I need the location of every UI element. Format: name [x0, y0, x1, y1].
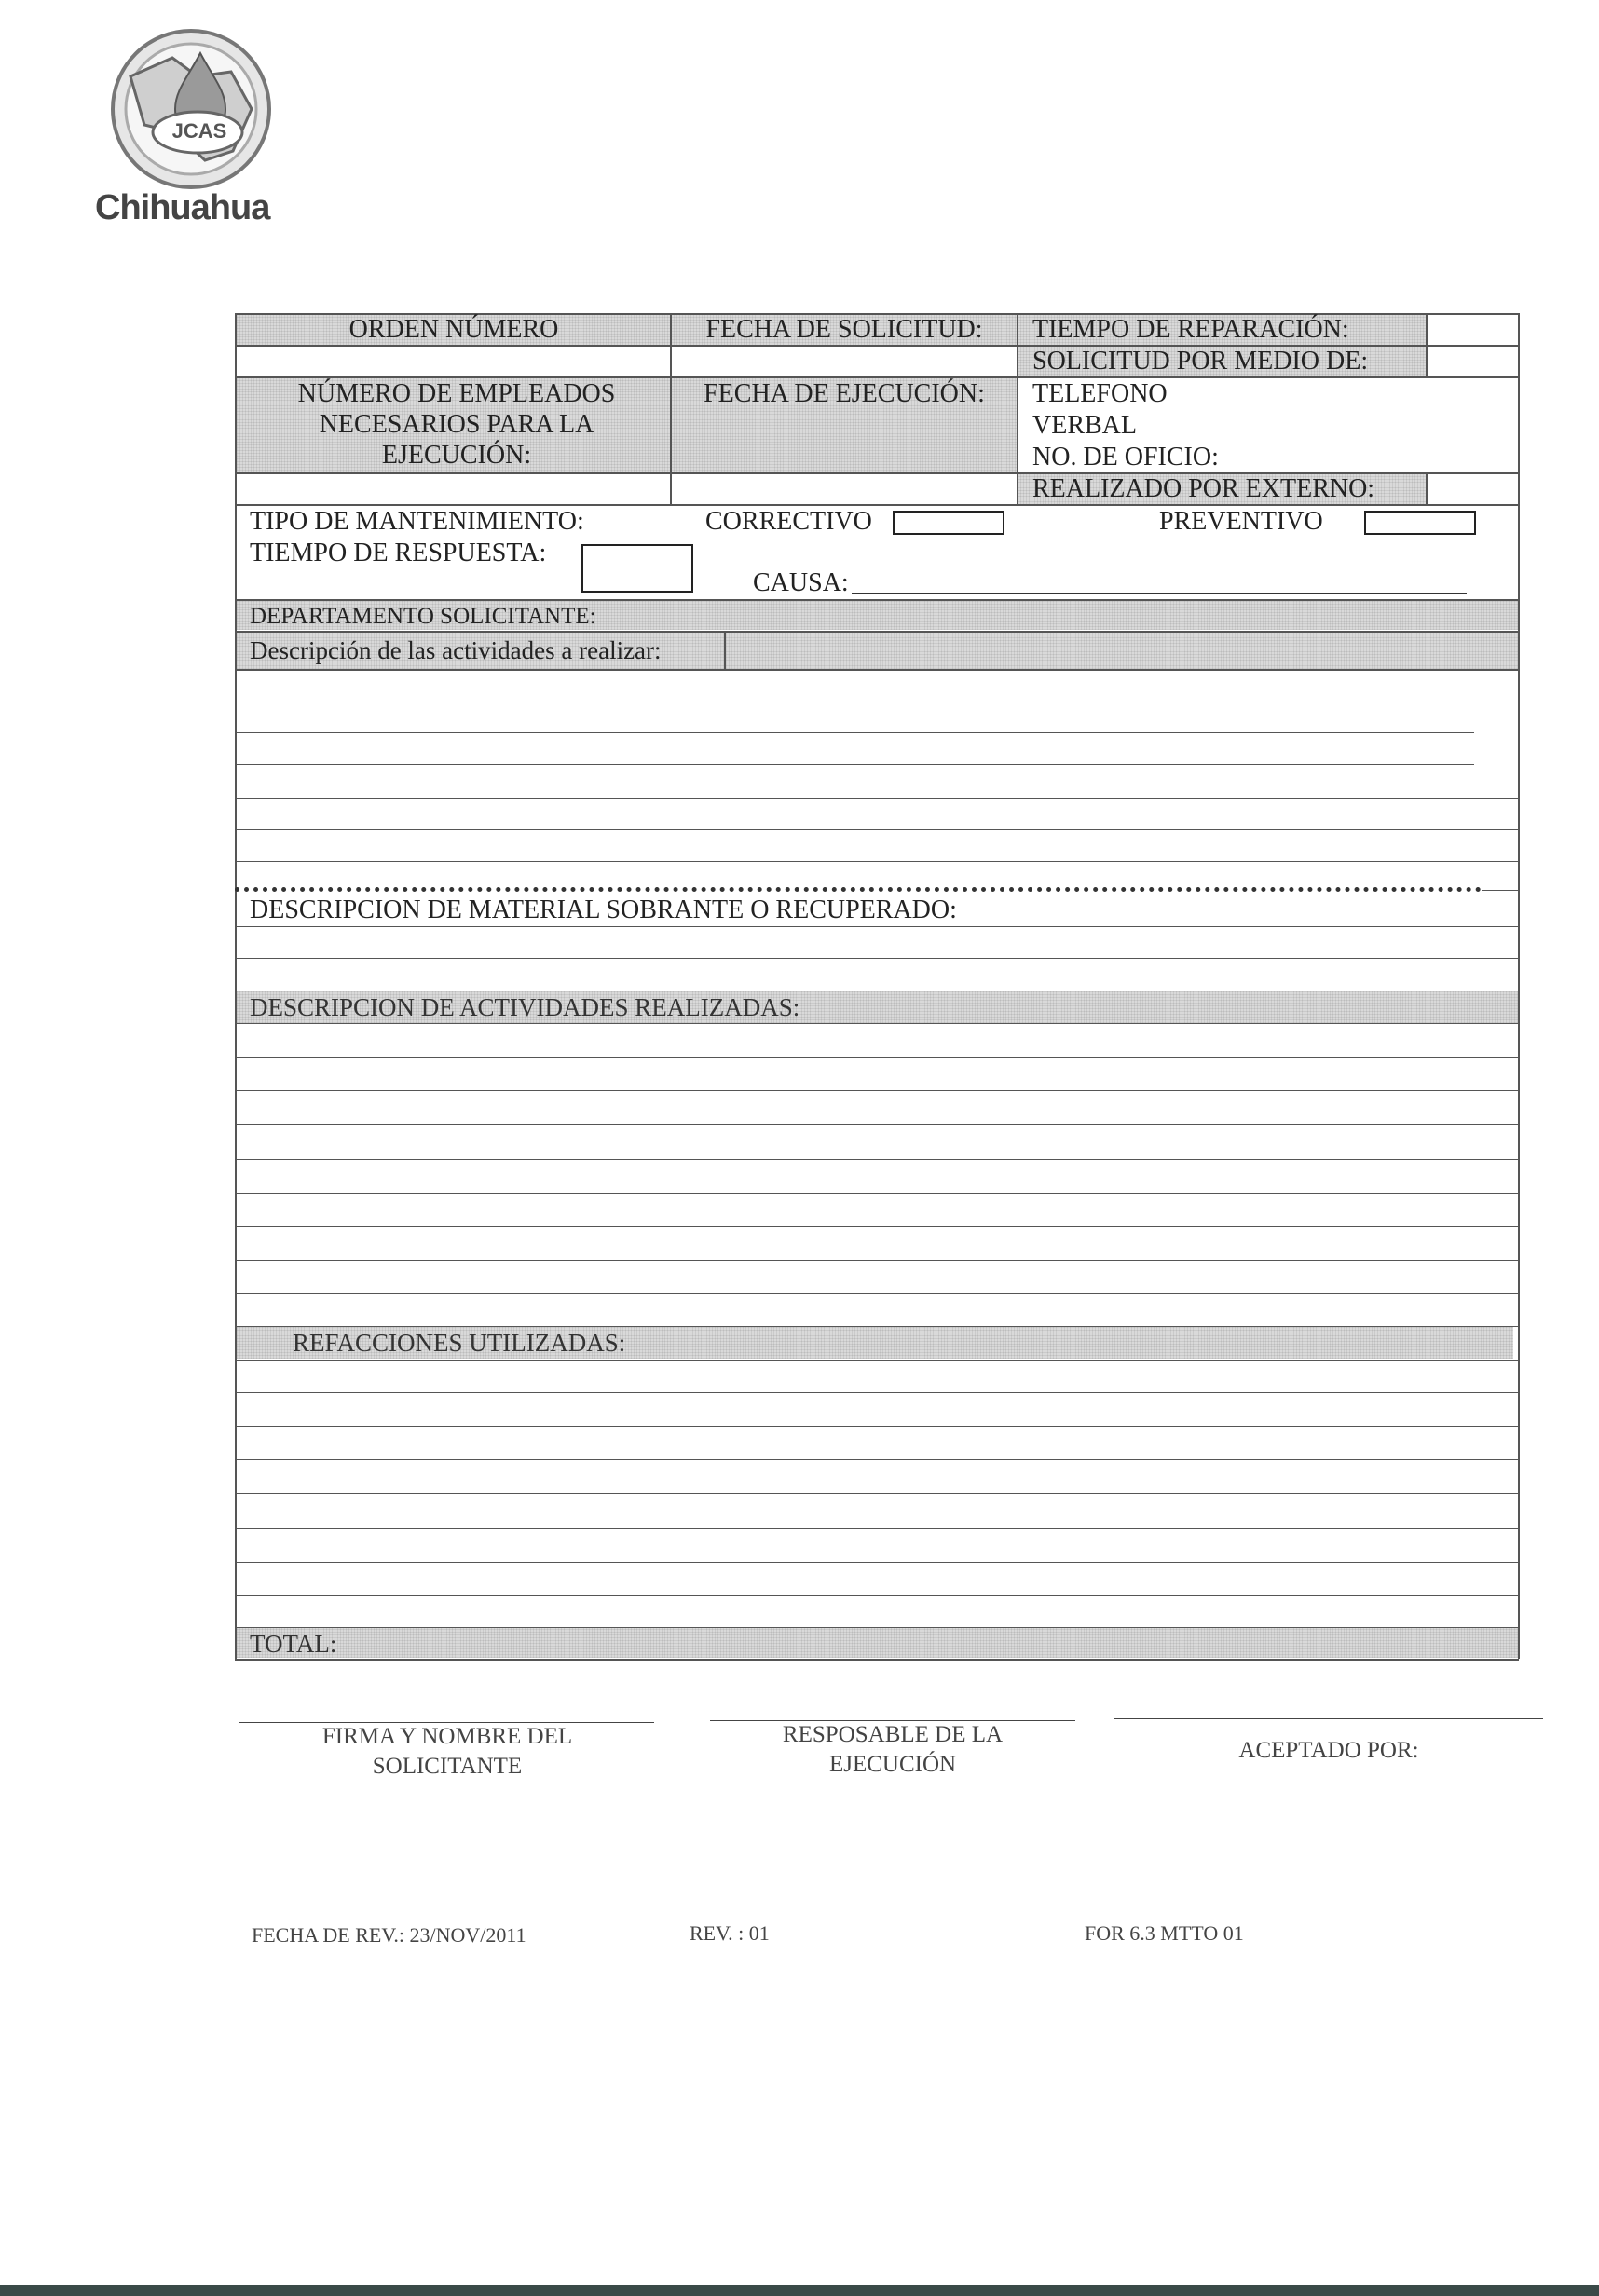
jcas-logo — [93, 20, 280, 239]
medio-option-telefono: TELEFONO — [1032, 379, 1168, 408]
city-name: Chihuahua — [95, 188, 270, 227]
fecha-solicitud-field[interactable] — [672, 347, 1016, 376]
departamento-label: DEPARTAMENTO SOLICITANTE: — [250, 604, 596, 629]
correctivo-checkbox[interactable] — [893, 511, 1004, 535]
dotted-separator — [235, 887, 1482, 892]
preventivo-label: PREVENTIVO — [1159, 507, 1323, 536]
solicitud-medio-label: SOLICITUD POR MEDIO DE: — [1032, 347, 1369, 376]
tiempo-reparacion-field[interactable] — [1428, 315, 1517, 345]
scan-edge — [0, 2285, 1599, 2296]
revision-number: REV. : 01 — [690, 1921, 770, 1945]
orden-numero-field[interactable] — [237, 347, 669, 376]
correctivo-label: CORRECTIVO — [705, 507, 872, 536]
causa-label: CAUSA: — [753, 568, 849, 597]
jcas-logo-mark — [93, 20, 280, 198]
tiempo-respuesta-label: TIEMPO DE RESPUESTA: — [250, 539, 547, 567]
tiempo-respuesta-field[interactable] — [581, 544, 693, 593]
signature-line-aceptado[interactable] — [1114, 1718, 1543, 1719]
aceptado-label: ACEPTADO POR: — [1238, 1738, 1419, 1763]
responsable-label: RESPOSABLE DE LA EJECUCIÓN — [782, 1722, 1004, 1777]
tiempo-reparacion-label: TIEMPO DE REPARACIÓN: — [1032, 315, 1349, 344]
fecha-ejecucion-label: FECHA DE EJECUCIÓN: — [704, 379, 985, 408]
descripcion-actividades-label: Descripción de las actividades a realizar: — [250, 636, 662, 664]
preventivo-checkbox[interactable] — [1364, 511, 1476, 535]
medio-option-verbal: VERBAL — [1032, 411, 1137, 440]
solicitante-label: FIRMA Y NOMBRE DEL SOLICITANTE — [321, 1724, 573, 1779]
orden-numero-label: ORDEN NÚMERO — [348, 315, 559, 344]
numero-empleados-label: NÚMERO DE EMPLEADOS NECESARIOS PARA LA EJECUCIÓN: — [297, 379, 616, 470]
realizado-externo-label: REALIZADO POR EXTERNO: — [1032, 474, 1375, 503]
numero-empleados-field[interactable] — [237, 474, 669, 504]
actividades-realizadas-label: DESCRIPCION DE ACTIVIDADES REALIZADAS: — [250, 993, 800, 1021]
material-sobrante-label: DESCRIPCION DE MATERIAL SOBRANTE O RECUPERADO: — [250, 895, 957, 924]
fecha-ejecucion-field[interactable] — [672, 474, 1016, 504]
fecha-solicitud-label: FECHA DE SOLICITUD: — [705, 315, 983, 344]
total-label: TOTAL: — [250, 1630, 337, 1658]
departamento-field[interactable] — [652, 602, 1510, 628]
fecha-rev: FECHA DE REV.: 23/NOV/2011 — [252, 1923, 526, 1947]
tipo-mantenimiento-label: TIPO DE MANTENIMIENTO: — [250, 507, 584, 536]
jcas-mark-text: JCAS — [171, 119, 227, 143]
causa-line[interactable] — [852, 593, 1467, 594]
medio-option-oficio: NO. DE OFICIO: — [1032, 443, 1219, 472]
form-code: FOR 6.3 MTTO 01 — [1085, 1921, 1244, 1945]
refacciones-label: REFACCIONES UTILIZADAS: — [293, 1329, 626, 1357]
realizado-externo-field[interactable] — [1428, 474, 1517, 504]
